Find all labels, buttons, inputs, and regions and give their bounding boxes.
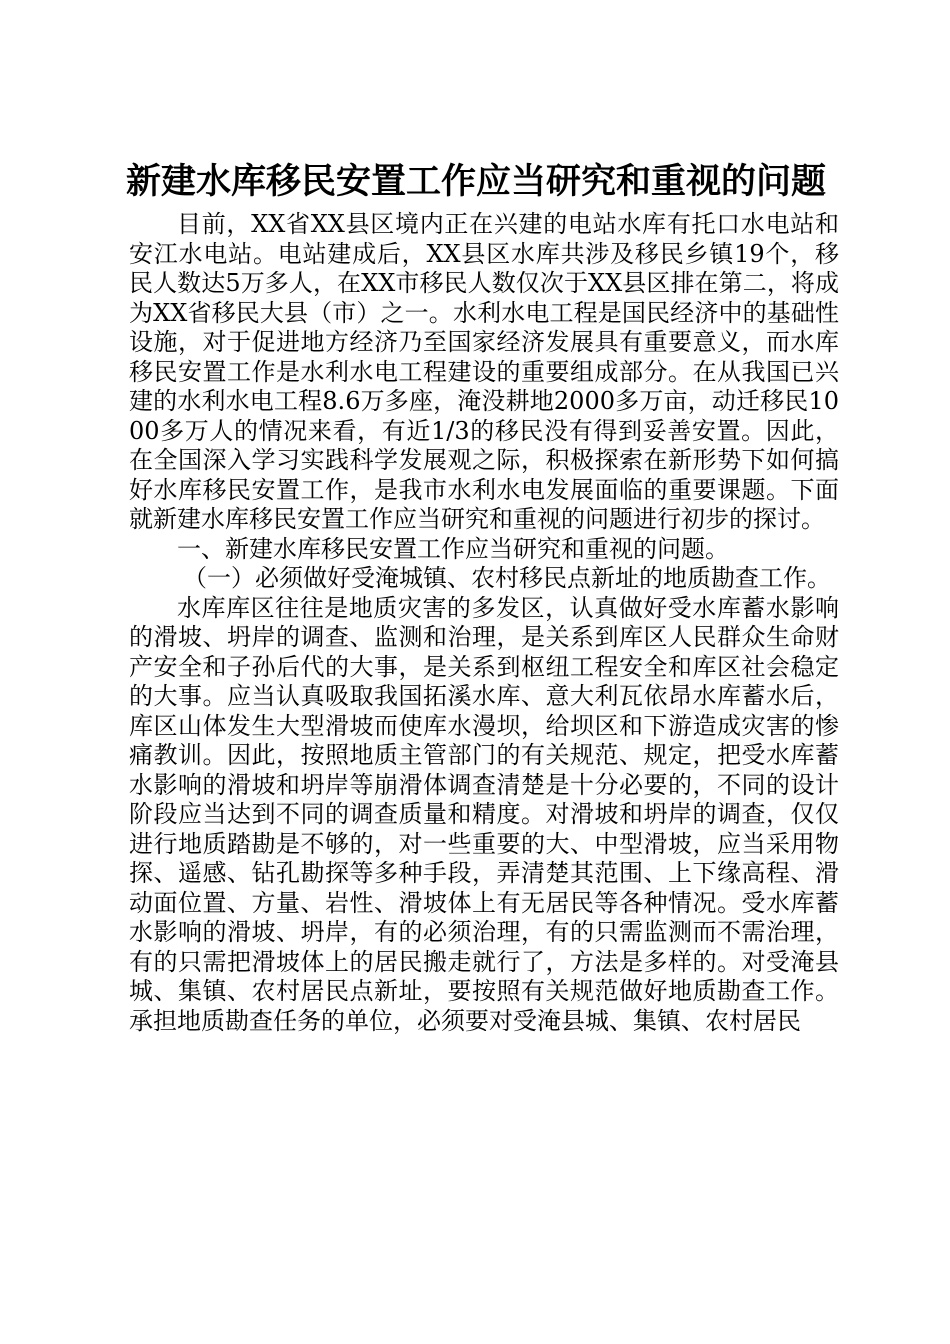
subsection-heading-1: （一）必须做好受淹城镇、农村移民点新址的地质勘查工作。: [183, 564, 831, 592]
section-heading-1: 一、新建水库移民安置工作应当研究和重视的问题。: [177, 534, 729, 563]
document-body: [129, 210, 839, 1036]
paragraph-intro: 目前，XX省XX县区境内正在兴建的电站水库有托口水电站和安江水电站。电站建成后，XX县区水库共涉及移民乡镇19个，移民人数达5万多人，在XX市移民人数仅次于XX县区排在第二，将成为XX省移民大县（市）之一。水利水电工程是国民经济中的基础性设施，对于促进地方经济乃至国家经济发展具有重要意义，而水库移民安置工作是水利水电工程建设的重要组成部分。在从我国已兴建的水利水电工程8.6万多座，淹没耕地2000多万亩，动迁移民1000多万人的情况来看，有近1/3的移民没有得到妥善安置。因此，在全国深入学习实践科学发展观之际，积极探索在新形势下如何搞好水库移民安置工作，是我市水利水电发展面临的重要课题。下面就新建水库移民安置工作应当研究和重视的问题进行初步的探讨。: [129, 210, 839, 533]
paragraph-geology: 水库库区往往是地质灾害的多发区，认真做好受水库蓄水影响的滑坡、坍岸的调查、监测和治理，是关系到库区人民群众生命财产安全和子孙后代的大事，是关系到枢纽工程安全和库区社会稳定的大事。应当认真吸取我国拓溪水库、意大利瓦依昂水库蓄水后，库区山体发生大型滑坡而使库水漫坝，给坝区和下游造成灾害的惨痛教训。因此，按照地质主管部门的有关规范、规定，把受水库蓄水影响的滑坡和坍岸等崩滑体调查清楚是十分必要的，不同的设计阶段应当达到不同的调查质量和精度。对滑坡和坍岸的调查，仅仅进行地质踏勘是不够的，对一些重要的大、中型滑坡，应当采用物探、遥感、钻孔勘探等多种手段，弄清楚其范围、上下缘高程、滑动面位置、方量、岩性、滑坡体上有无居民等各种情况。受水库蓄水影响的滑坡、坍岸，有的必须治理，有的只需监测而不需治理，有的只需把滑坡体上的居民搬走就行了，方法是多样的。对受淹县城、集镇、农村居民点新址，要按照有关规范做好地质勘查工作。承担地质勘查任务的单位，必须要对受淹县城、集镇、农村居民: [129, 593, 839, 1035]
document-title: 新建水库移民安置工作应当研究和重视的问题: [126, 161, 827, 202]
